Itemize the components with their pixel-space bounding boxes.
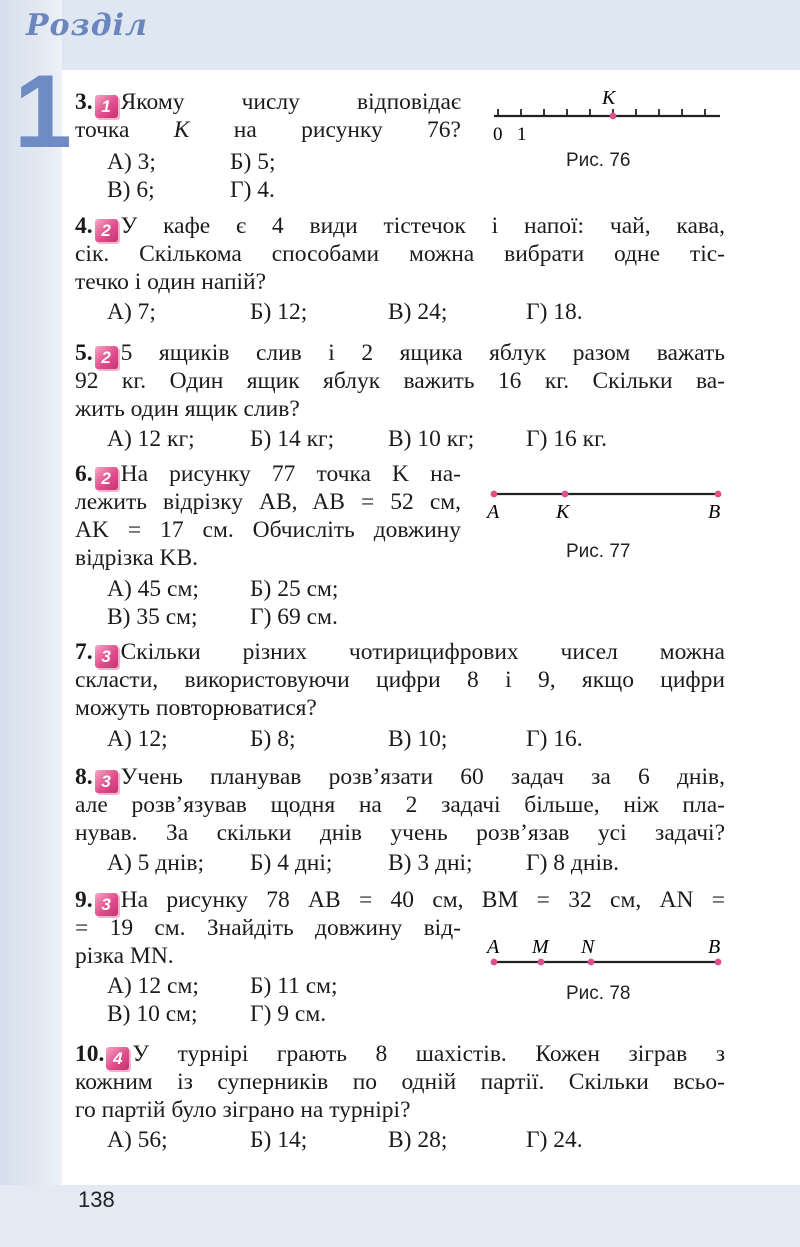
- problem-line: [75, 212, 725, 240]
- problem-line: кожним із суперників по одній партії. Скільки всьо-: [75, 1069, 725, 1095]
- problem-line: 92 кг. Один ящик яблук важить 16 кг. Скільки ва-: [75, 368, 725, 394]
- point-m-label: M: [532, 936, 549, 958]
- problem-line: сік. Скількома способами можна вибрати одне тіс-: [75, 241, 725, 267]
- problem-number: 5.: [75, 340, 93, 366]
- point-k-marker: [610, 113, 617, 120]
- problem-number: 10.: [75, 1041, 105, 1067]
- problem-number: 7.: [75, 639, 93, 665]
- answer-option: В) 28;: [388, 1127, 448, 1153]
- problem-text: На рисунку 78 AB = 40 см, BM = 32 см, AN =: [120, 887, 725, 913]
- answer-option: Г) 9 см.: [250, 1001, 327, 1027]
- problem-line: = 19 см. Знайдіть довжину від-: [75, 915, 461, 941]
- problem-line: відрізка KB.: [75, 545, 199, 571]
- problem-text: На рисунку 77 точка K на-: [120, 461, 461, 487]
- answer-option: А) 45 см;: [107, 576, 199, 602]
- figure-caption: Рис. 77: [566, 541, 631, 562]
- difficulty-badge: 2: [95, 467, 118, 490]
- difficulty-badge: 3: [95, 893, 118, 916]
- figure-77-segment: [484, 484, 728, 524]
- problem-line: [75, 638, 725, 666]
- figure-caption: Рис. 76: [566, 150, 631, 171]
- answer-option: Б) 5;: [230, 149, 276, 175]
- problem-number: 6.: [75, 461, 93, 487]
- tick-label-zero: 0: [493, 124, 503, 145]
- tick-label-one: 1: [517, 124, 527, 145]
- problem-line: скласти, використовуючи цифри 8 і 9, якщо цифри: [75, 667, 725, 693]
- figure-caption: Рис. 78: [566, 983, 631, 1004]
- problem-text: Учень планував розв’язати 60 задач за 6 днів,: [120, 764, 725, 790]
- answer-option: Б) 25 см;: [250, 576, 339, 602]
- problem-text: 5 ящиків слив і 2 ящика яблук разом важать: [120, 340, 725, 366]
- problem-line: лежить відрізку AB, AB = 52 см,: [75, 489, 461, 515]
- difficulty-badge: 2: [95, 219, 118, 242]
- problem-number: 4.: [75, 213, 93, 239]
- difficulty-badge: 4: [106, 1047, 129, 1070]
- answer-option: Б) 12;: [250, 299, 308, 325]
- problem-line: [75, 88, 461, 116]
- difficulty-badge: 3: [95, 645, 118, 668]
- problem-line: [75, 763, 725, 791]
- answer-option: А) 56;: [107, 1127, 168, 1153]
- problem-line: течко і один напій?: [75, 269, 267, 295]
- answer-option: Г) 69 см.: [250, 604, 338, 630]
- point-b-label: B: [708, 936, 721, 958]
- bottom-decorative-band: [0, 1185, 800, 1247]
- figure-78-segment: [484, 932, 728, 972]
- answer-option: Б) 8;: [250, 726, 296, 752]
- answer-option: В) 3 дні;: [388, 850, 473, 876]
- answer-option: Г) 8 днів.: [526, 850, 619, 876]
- answer-option: А) 5 днів;: [107, 850, 204, 876]
- difficulty-badge: 2: [95, 346, 118, 369]
- problem-number: 9.: [75, 887, 93, 913]
- point-a-label: A: [487, 936, 500, 958]
- answer-option: В) 35 см;: [107, 604, 198, 630]
- problem-line: [75, 1040, 725, 1068]
- answer-option: Б) 11 см;: [250, 973, 338, 999]
- problem-line: точка K на рисунку 76?: [75, 117, 461, 143]
- answer-option: В) 10 см;: [107, 1001, 198, 1027]
- page-number: 138: [78, 1187, 115, 1212]
- section-heading: Розділ: [26, 8, 148, 43]
- answer-option: Б) 4 дні;: [250, 850, 333, 876]
- problem-line: AK = 17 см. Обчисліть довжину: [75, 517, 461, 543]
- answer-option: А) 7;: [107, 299, 156, 325]
- answer-option: Г) 24.: [526, 1127, 583, 1153]
- problem-line: го партій було зіграно на турнірі?: [75, 1097, 411, 1123]
- point-n-label: N: [581, 936, 595, 958]
- problem-text: Якому числу відповідає: [120, 89, 461, 115]
- section-number: 1: [14, 54, 72, 170]
- answer-option: В) 10;: [388, 726, 448, 752]
- problem-number: 3.: [75, 89, 93, 115]
- problem-line: [75, 460, 461, 488]
- difficulty-badge: 3: [95, 770, 118, 793]
- answer-option: В) 10 кг;: [388, 426, 475, 452]
- problem-text: У турнірі грають 8 шахістів. Кожен зіграв з: [132, 1041, 725, 1067]
- problem-line: [75, 339, 725, 367]
- difficulty-badge: 1: [95, 95, 118, 118]
- problem-line: можуть повторюватися?: [75, 695, 317, 721]
- problem-line: жить один ящик слив?: [75, 396, 300, 422]
- point-k-label: K: [602, 87, 616, 109]
- answer-option: А) 3;: [107, 149, 156, 175]
- answer-option: Г) 18.: [526, 299, 583, 325]
- answer-option: Б) 14 кг;: [250, 426, 335, 452]
- problem-line: але розв’язував щодня на 2 задачі більше, ніж пла-: [75, 792, 725, 818]
- answer-option: В) 24;: [388, 299, 448, 325]
- answer-option: А) 12 см;: [107, 973, 199, 999]
- problem-line: різка MN.: [75, 943, 174, 969]
- answer-option: Г) 4.: [230, 177, 275, 203]
- problem-text: У кафе є 4 види тістечок і напої: чай, кава,: [120, 213, 725, 239]
- answer-option: Г) 16.: [526, 726, 583, 752]
- left-decorative-band: [0, 0, 62, 1247]
- point-a-label: A: [487, 501, 500, 523]
- problem-text: Скільки різних чотирицифрових чисел можна: [120, 639, 725, 665]
- answer-option: Г) 16 кг.: [526, 426, 607, 452]
- problem-line: [75, 886, 725, 914]
- answer-option: А) 12;: [107, 726, 168, 752]
- point-k-label: K: [556, 501, 570, 523]
- problem-number: 8.: [75, 764, 93, 790]
- answer-option: В) 6;: [107, 177, 155, 203]
- point-b-label: B: [708, 501, 721, 523]
- answer-option: А) 12 кг;: [107, 426, 195, 452]
- answer-option: Б) 14;: [250, 1127, 308, 1153]
- problem-line: нував. За скільки днів учень розв’язав усі задачі?: [75, 820, 725, 846]
